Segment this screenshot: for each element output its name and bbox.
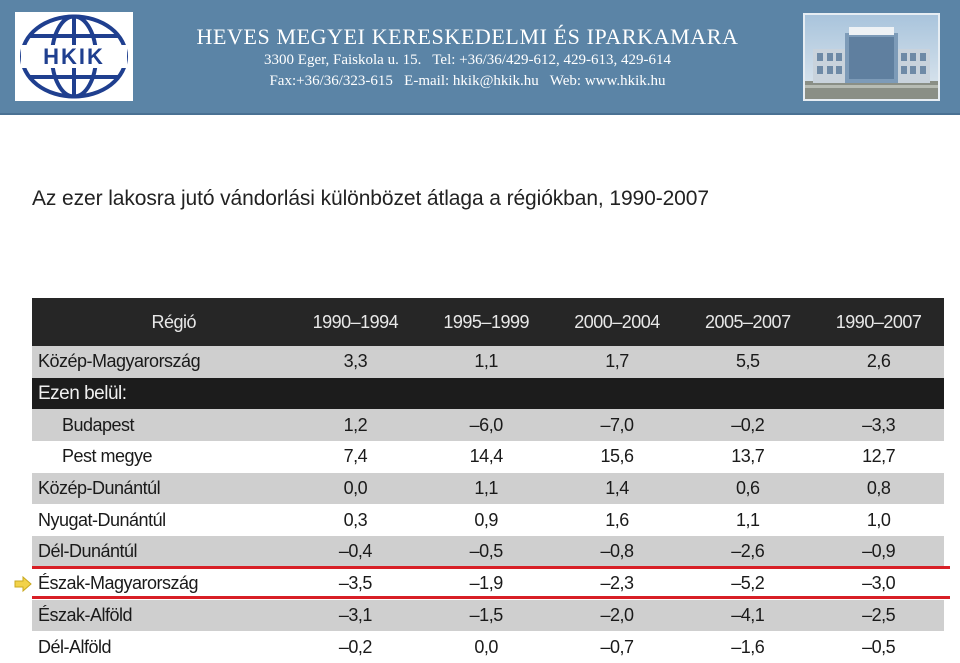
table-row xyxy=(32,473,944,505)
organization-name: HEVES MEGYEI KERESKEDELMI ÉS IPARKAMARA xyxy=(196,24,739,49)
table-cell: 0,0 xyxy=(290,473,421,505)
table-cell: 1,1 xyxy=(682,504,813,536)
page-title: Az ezer lakosra jutó vándorlási különbözet átlaga a régiókban, 1990-2007 xyxy=(32,187,709,210)
table-cell: –0,5 xyxy=(813,631,944,663)
table-cell: –3,3 xyxy=(813,409,944,441)
logo-text: HKIK xyxy=(43,44,105,69)
table-cell: 1,7 xyxy=(552,346,683,378)
highlight-underline-top xyxy=(32,566,950,569)
region-name: Közép-Dunántúl xyxy=(32,473,290,505)
building-photo xyxy=(803,13,940,101)
table-cell: –0,4 xyxy=(290,536,421,568)
table-cell: –2,3 xyxy=(552,568,683,600)
region-name: Dél-Alföld xyxy=(32,631,290,663)
table-row xyxy=(32,346,944,378)
table-cell: 15,6 xyxy=(552,441,683,473)
region-name: Észak-Alföld xyxy=(32,600,290,632)
table-row xyxy=(32,504,944,536)
column-header: 2005–2007 xyxy=(682,298,813,346)
table-cell: –2,6 xyxy=(682,536,813,568)
table-row xyxy=(32,600,944,632)
letterhead xyxy=(0,0,960,115)
building-image xyxy=(805,15,938,99)
address-line: 3300 Eger, Faiskola u. 15. Tel: +36/36/429-612, 429-613, 429-614 xyxy=(264,52,671,68)
migration-table xyxy=(32,298,944,663)
table-cell: –0,2 xyxy=(290,631,421,663)
hkik-logo xyxy=(15,12,133,101)
table-row xyxy=(32,409,944,441)
table-cell: –0,9 xyxy=(813,536,944,568)
table-cell: –0,2 xyxy=(682,409,813,441)
region-name: Nyugat-Dunántúl xyxy=(32,504,290,536)
table-cell: –0,8 xyxy=(552,536,683,568)
column-header-region: Régió xyxy=(32,298,290,346)
table-cell: 1,1 xyxy=(421,346,552,378)
table-cell: 13,7 xyxy=(682,441,813,473)
table-cell: 3,3 xyxy=(290,346,421,378)
table-cell: –2,0 xyxy=(552,600,683,632)
table-cell: 0,3 xyxy=(290,504,421,536)
table-cell: –1,6 xyxy=(682,631,813,663)
table-cell: –0,7 xyxy=(552,631,683,663)
region-name: Budapest xyxy=(32,409,290,441)
table-cell: –4,1 xyxy=(682,600,813,632)
table-row-highlighted xyxy=(32,568,944,600)
region-name: Pest megye xyxy=(32,441,290,473)
table-cell: –3,5 xyxy=(290,568,421,600)
table-cell: 2,6 xyxy=(813,346,944,378)
arrow-right-icon xyxy=(14,575,32,593)
table-header-row xyxy=(32,298,944,346)
table-cell: –1,9 xyxy=(421,568,552,600)
column-header: 1995–1999 xyxy=(421,298,552,346)
table-cell: 1,2 xyxy=(290,409,421,441)
table-cell: –3,1 xyxy=(290,600,421,632)
table-cell: –2,5 xyxy=(813,600,944,632)
table-cell: 1,6 xyxy=(552,504,683,536)
table-cell: –6,0 xyxy=(421,409,552,441)
region-name: Észak-Magyarország xyxy=(32,568,290,600)
table-cell: 0,6 xyxy=(682,473,813,505)
table-cell: 0,8 xyxy=(813,473,944,505)
table-cell: 0,9 xyxy=(421,504,552,536)
table-cell: 1,1 xyxy=(421,473,552,505)
table-cell: –5,2 xyxy=(682,568,813,600)
section-label: Ezen belül: xyxy=(32,378,944,410)
column-header: 2000–2004 xyxy=(552,298,683,346)
table-cell: –3,0 xyxy=(813,568,944,600)
table-row xyxy=(32,441,944,473)
table-cell: –0,5 xyxy=(421,536,552,568)
table-cell: 5,5 xyxy=(682,346,813,378)
contact-line: Fax:+36/36/323-615 E-mail: hkik@hkik.hu Web: www.hkik.hu xyxy=(269,73,666,89)
column-header: 1990–1994 xyxy=(290,298,421,346)
table-row xyxy=(32,536,944,568)
section-row xyxy=(32,378,944,410)
table-cell: 14,4 xyxy=(421,441,552,473)
table-cell: –7,0 xyxy=(552,409,683,441)
table-cell: 0,0 xyxy=(421,631,552,663)
table-cell: 1,0 xyxy=(813,504,944,536)
table-cell: 7,4 xyxy=(290,441,421,473)
table-cell: 12,7 xyxy=(813,441,944,473)
highlight-underline-bottom xyxy=(32,596,950,599)
region-name: Dél-Dunántúl xyxy=(32,536,290,568)
region-name: Közép-Magyarország xyxy=(32,346,290,378)
globe-logo-icon xyxy=(15,12,133,101)
table-cell: 1,4 xyxy=(552,473,683,505)
column-header: 1990–2007 xyxy=(813,298,944,346)
table-row xyxy=(32,631,944,663)
table-cell: –1,5 xyxy=(421,600,552,632)
